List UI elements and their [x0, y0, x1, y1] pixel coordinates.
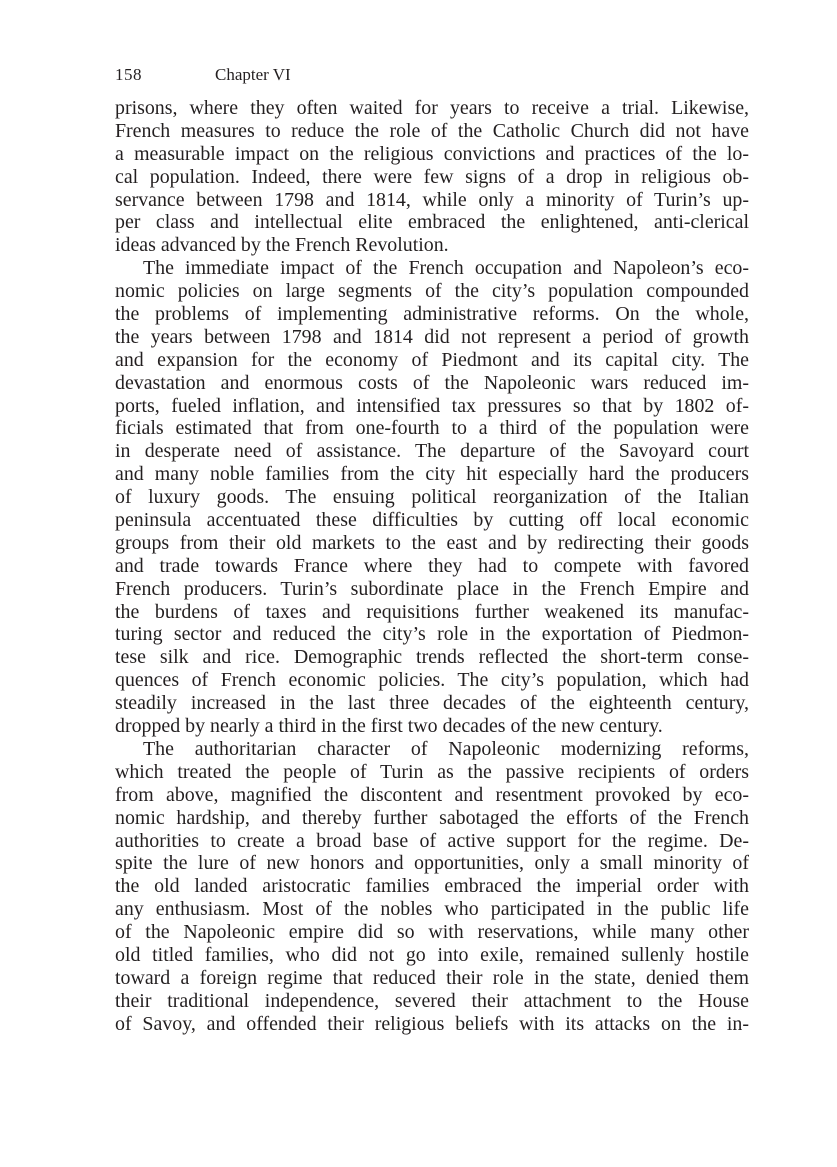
text-line: the old landed aristocratic families embraced the imperial order with — [115, 875, 749, 898]
text-line: and expansion for the economy of Piedmont and its capital city. The — [115, 348, 749, 371]
text-line: prisons, where they often waited for years to receive a trial. Likewise, — [115, 97, 749, 119]
text-line: of the Napoleonic empire did so with reservations, while many other — [115, 921, 749, 944]
text-line: spite the lure of new honors and opportunities, only a small minority of — [115, 852, 749, 875]
chapter-title: Chapter VI — [215, 65, 291, 84]
text-line: old titled families, who did not go into exile, remained sullenly hostile — [115, 943, 749, 966]
text-line: and trade towards France where they had to compete with favored — [115, 554, 749, 577]
text-line: of luxury goods. The ensuing political reorganization of the Italian — [115, 486, 749, 509]
text-line: in desperate need of assistance. The departure of the Savoyard court — [115, 440, 749, 463]
text-line: their traditional independence, severed their attachment to the House — [115, 989, 749, 1012]
book-page — [115, 64, 749, 1036]
text-line: and many noble families from the city hit especially hard the producers — [115, 463, 749, 486]
text-line: ports, fueled inflation, and intensified tax pressures so that by 1802 of- — [115, 394, 749, 417]
text-line: quences of French economic policies. The city’s population, which had — [115, 669, 749, 692]
text-line: groups from their old markets to the east and by redirecting their goods — [115, 531, 749, 554]
text-line: French measures to reduce the role of the Catholic Church did not have — [115, 119, 749, 142]
text-line: any enthusiasm. Most of the nobles who participated in the public life — [115, 898, 749, 921]
text-line: steadily increased in the last three decades of the eighteenth century, — [115, 692, 749, 715]
page-number: 158 — [115, 65, 142, 84]
text-line: devastation and enormous costs of the Napoleonic wars reduced im- — [115, 371, 749, 394]
paragraph — [115, 257, 749, 738]
text-line: the burdens of taxes and requisitions further weakened its manufac- — [115, 600, 749, 623]
text-line: cal population. Indeed, there were few signs of a drop in religious ob- — [115, 165, 749, 188]
text-line: French producers. Turin’s subordinate place in the French Empire and — [115, 577, 749, 600]
text-line: The authoritarian character of Napoleonic modernizing reforms, — [143, 737, 749, 760]
text-line: peninsula accentuated these difficulties by cutting off local economic — [115, 509, 749, 532]
running-head — [115, 64, 749, 88]
text-line: nomic policies on large segments of the city’s population compounded — [115, 280, 749, 303]
text-line: toward a foreign regime that reduced their role in the state, denied them — [115, 966, 749, 989]
paragraph — [115, 97, 749, 257]
text-line: tese silk and rice. Demographic trends reflected the short-term conse- — [115, 646, 749, 669]
text-line: the problems of implementing administrative reforms. On the whole, — [115, 303, 749, 326]
text-line: authorities to create a broad base of active support for the regime. De- — [115, 829, 749, 852]
text-line: from above, magnified the discontent and resentment provoked by eco- — [115, 783, 749, 806]
text-line: the years between 1798 and 1814 did not represent a period of growth — [115, 325, 749, 348]
text-line: dropped by nearly a third in the first two decades of the new century. — [115, 715, 663, 738]
text-line: a measurable impact on the religious convictions and practices of the lo- — [115, 142, 749, 165]
text-line: of Savoy, and offended their religious beliefs with its attacks on the in- — [115, 1012, 749, 1035]
text-line: ficials estimated that from one-fourth to a third of the population were — [115, 417, 749, 440]
text-line: which treated the people of Turin as the passive recipients of orders — [115, 760, 749, 783]
text-line: The immediate impact of the French occupation and Napoleon’s eco- — [143, 257, 749, 280]
text-line: per class and intellectual elite embraced the enlightened, anti-clerical — [115, 211, 749, 234]
text-line: ideas advanced by the French Revolution. — [115, 234, 449, 257]
text-line: nomic hardship, and thereby further sabotaged the efforts of the French — [115, 806, 749, 829]
text-line: turing sector and reduced the city’s role in the exportation of Piedmon- — [115, 623, 749, 646]
body-text — [115, 97, 749, 1036]
paragraph — [115, 738, 749, 1036]
text-line: servance between 1798 and 1814, while only a minority of Turin’s up- — [115, 188, 749, 211]
